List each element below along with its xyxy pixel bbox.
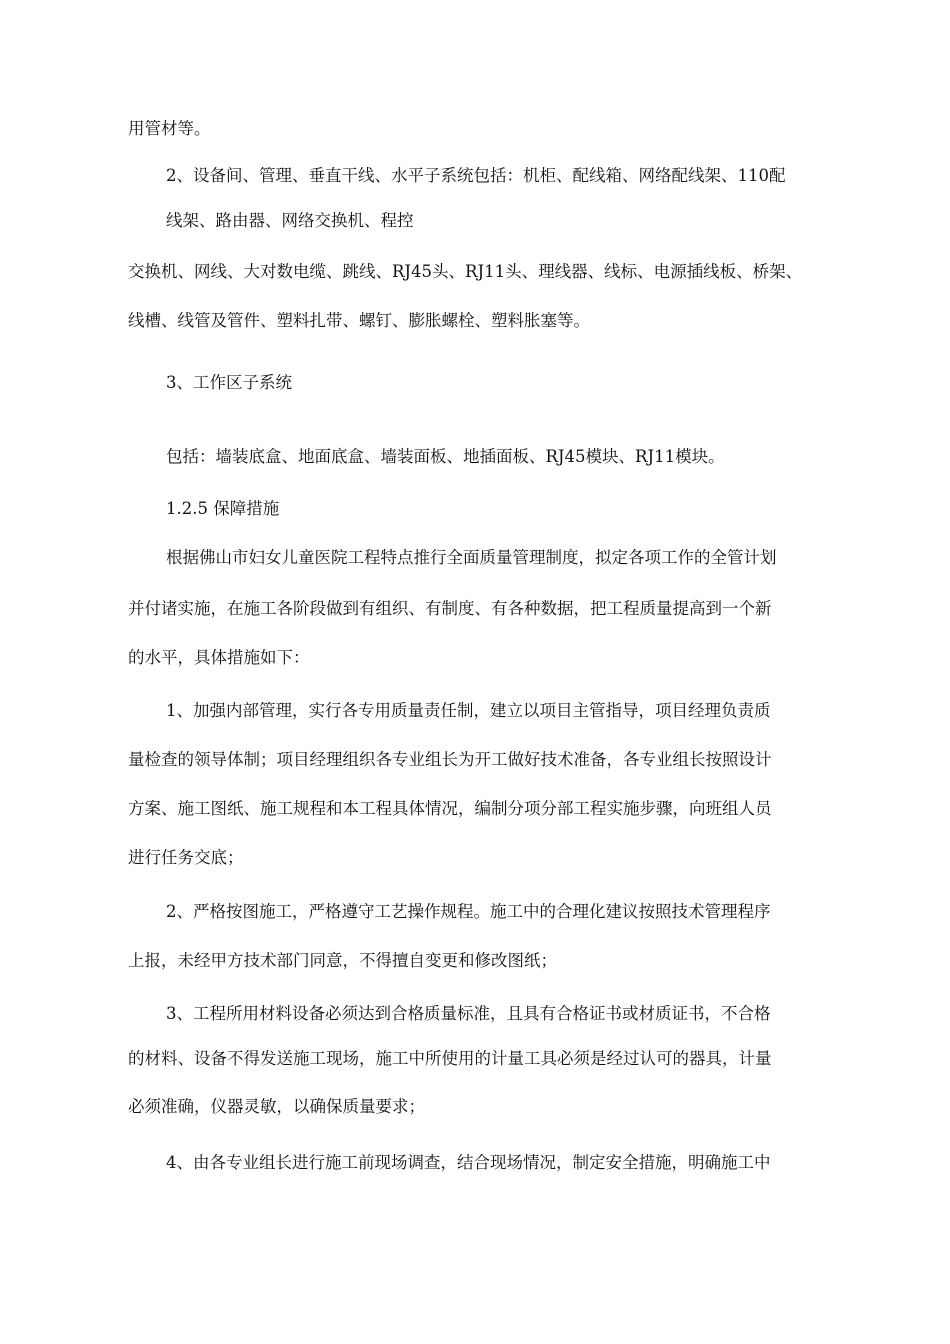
paragraph-line: 进行任务交底； xyxy=(128,848,244,867)
text-line: 线架、路由器、网络交换机、程控 xyxy=(166,211,414,230)
paragraph-line: 并付诸实施，在施工各阶段做到有组织、有制度、有各种数据，把工程质量提高到一个新 xyxy=(128,599,772,618)
list-item-2: 2、设备间、管理、垂直干线、水平子系统包括：机柜、配线箱、网络配线架、110配 xyxy=(166,166,786,185)
list-item-3: 3、工程所用材料设备必须达到合格质量标准，且具有合格证书或材质证书，不合格 xyxy=(166,1004,771,1023)
paragraph-line: 量检查的领导体制；项目经理组织各专业组长为开工做好技术准备，各专业组长按照设计 xyxy=(128,750,772,769)
paragraph-line: 的材料、设备不得发送施工现场，施工中所使用的计量工具必须是经过认可的器具，计量 xyxy=(128,1049,772,1068)
paragraph-line: 的水平，具体措施如下： xyxy=(128,648,310,667)
list-item-2: 2、严格按图施工，严格遵守工艺操作规程。施工中的合理化建议按照技术管理程序 xyxy=(166,902,771,921)
section-heading: 1.2.5 保障措施 xyxy=(166,499,280,518)
list-item-1: 1、加强内部管理，实行各专用质量责任制，建立以项目主管指导，项目经理负责质 xyxy=(166,701,771,720)
list-item-4: 4、由各专业组长进行施工前现场调查，结合现场情况，制定安全措施，明确施工中 xyxy=(166,1153,771,1172)
paragraph-line: 上报，未经甲方技术部门同意，不得擅自变更和修改图纸； xyxy=(128,951,557,970)
text-line: 线槽、线管及管件、塑料扎带、螺钉、膨胀螺栓、塑料胀塞等。 xyxy=(128,311,590,330)
text-line: 包括：墙装底盒、地面底盒、墙装面板、地插面板、RJ45模块、RJ11模块。 xyxy=(166,447,725,466)
paragraph-line: 方案、施工图纸、施工规程和本工程具体情况，编制分项分部工程实施步骤，向班组人员 xyxy=(128,799,772,818)
paragraph-line: 根据佛山市妇女儿童医院工程特点推行全面质量管理制度，拟定各项工作的全管计划 xyxy=(166,548,777,567)
list-item-3: 3、工作区子系统 xyxy=(166,373,292,392)
text-line: 交换机、网线、大对数电缆、跳线、RJ45头、RJ11头、理线器、线标、电源插线板、桥架、 xyxy=(128,262,803,281)
text-line: 用管材等。 xyxy=(128,119,211,138)
paragraph-line: 必须准确，仪器灵敏，以确保质量要求； xyxy=(128,1097,425,1116)
